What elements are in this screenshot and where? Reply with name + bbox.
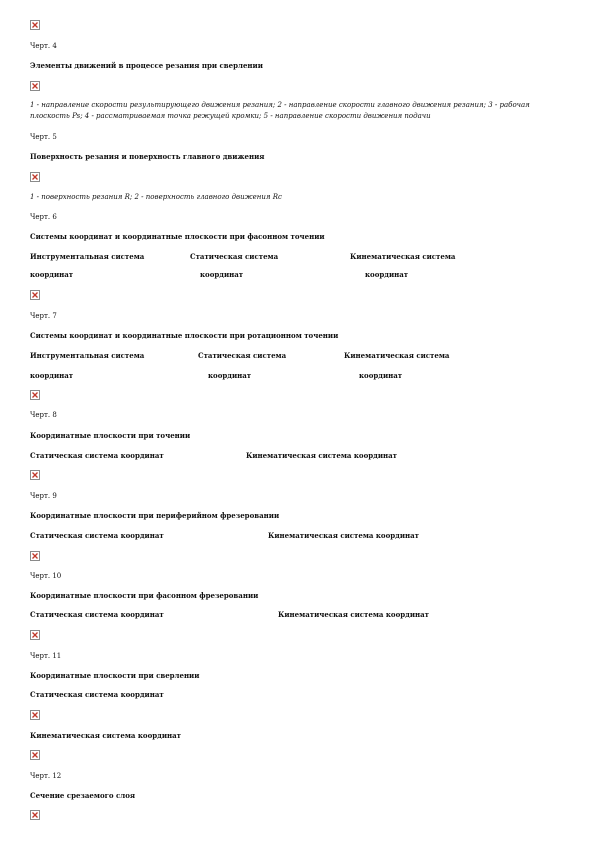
figure-number-11: Черт. 11 xyxy=(30,652,62,660)
col-kinematic: Кинематическая система координат xyxy=(268,531,420,540)
static-coordinate-system: Статическая система координат xyxy=(30,690,164,699)
col-coord: координат xyxy=(30,371,74,380)
col-kinematic: Кинематическая система координат xyxy=(246,451,398,460)
figure-title-shaped-milling: Координатные плоскости при фасонном фрезеровании xyxy=(30,591,259,600)
figure-number-8: Черт. 8 xyxy=(30,411,57,419)
col-coord: координат xyxy=(208,371,252,380)
figure-title-shaped-turning: Системы координат и координатные плоскости при фасонном точении xyxy=(30,232,325,241)
figure-title-elements: Элементы движений в процессе резания при сверлении xyxy=(30,61,263,70)
col-kinematic: Кинематическая система xyxy=(344,351,450,360)
broken-image-icon xyxy=(30,172,40,182)
figure-number-4: Черт. 4 xyxy=(30,42,57,50)
broken-image-icon xyxy=(30,630,40,640)
figure-title-drilling-planes: Координатные плоскости при сверлении xyxy=(30,671,200,680)
col-kinematic: Кинематическая система координат xyxy=(278,610,430,619)
figure-title-peripheral-milling: Координатные плоскости при периферийном фрезеровании xyxy=(30,511,280,520)
figure-number-7: Черт. 7 xyxy=(30,312,57,320)
col-static: Статическая система xyxy=(198,351,287,360)
col-static: Статическая система координат xyxy=(30,610,164,619)
figure-title-turning-planes: Координатные плоскости при точении xyxy=(30,431,191,440)
figure-title-rotational-turning: Системы координат и координатные плоскости при ротационном точении xyxy=(30,331,339,340)
broken-image-icon xyxy=(30,390,40,400)
col-static: Статическая система координат xyxy=(30,531,164,540)
col-coord: координат xyxy=(359,371,403,380)
figure-number-5: Черт. 5 xyxy=(30,133,57,141)
col-kinematic: Кинематическая система xyxy=(350,252,456,261)
col-static: Статическая система координат xyxy=(30,451,164,460)
col-coord: координат xyxy=(365,270,409,279)
kinematic-coordinate-system: Кинематическая система координат xyxy=(30,731,182,740)
broken-image-icon xyxy=(30,810,40,820)
broken-image-icon xyxy=(30,290,40,300)
figure-number-6: Черт. 6 xyxy=(30,213,57,221)
figure-title-cut-layer: Сечение срезаемого слоя xyxy=(30,791,136,800)
broken-image-icon xyxy=(30,551,40,561)
figure-number-10: Черт. 10 xyxy=(30,572,62,580)
col-coord: координат xyxy=(30,270,74,279)
broken-image-icon xyxy=(30,710,40,720)
broken-image-icon xyxy=(30,470,40,480)
col-instrumental: Инструментальная система xyxy=(30,252,145,261)
figure-legend-surface: 1 - поверхность резания R; 2 - поверхность главного движения Rc xyxy=(30,193,282,201)
col-instrumental: Инструментальная система xyxy=(30,351,145,360)
broken-image-icon xyxy=(30,20,40,30)
figure-legend-elements: 1 - направление скорости результирующего движения резания; 2 - направление скорости главного движения резания; 3 - рабочая плоскость Ps; 4 - рассматриваемая точка режущей кромки; 5 - направление скорости движения подачи xyxy=(30,101,530,120)
broken-image-icon xyxy=(30,750,40,760)
figure-title-surface: Поверхность резания и поверхность главного движения xyxy=(30,152,265,161)
col-static: Статическая система xyxy=(190,252,279,261)
figure-number-12: Черт. 12 xyxy=(30,772,62,780)
broken-image-icon xyxy=(30,81,40,91)
figure-number-9: Черт. 9 xyxy=(30,492,57,500)
col-coord: координат xyxy=(200,270,244,279)
